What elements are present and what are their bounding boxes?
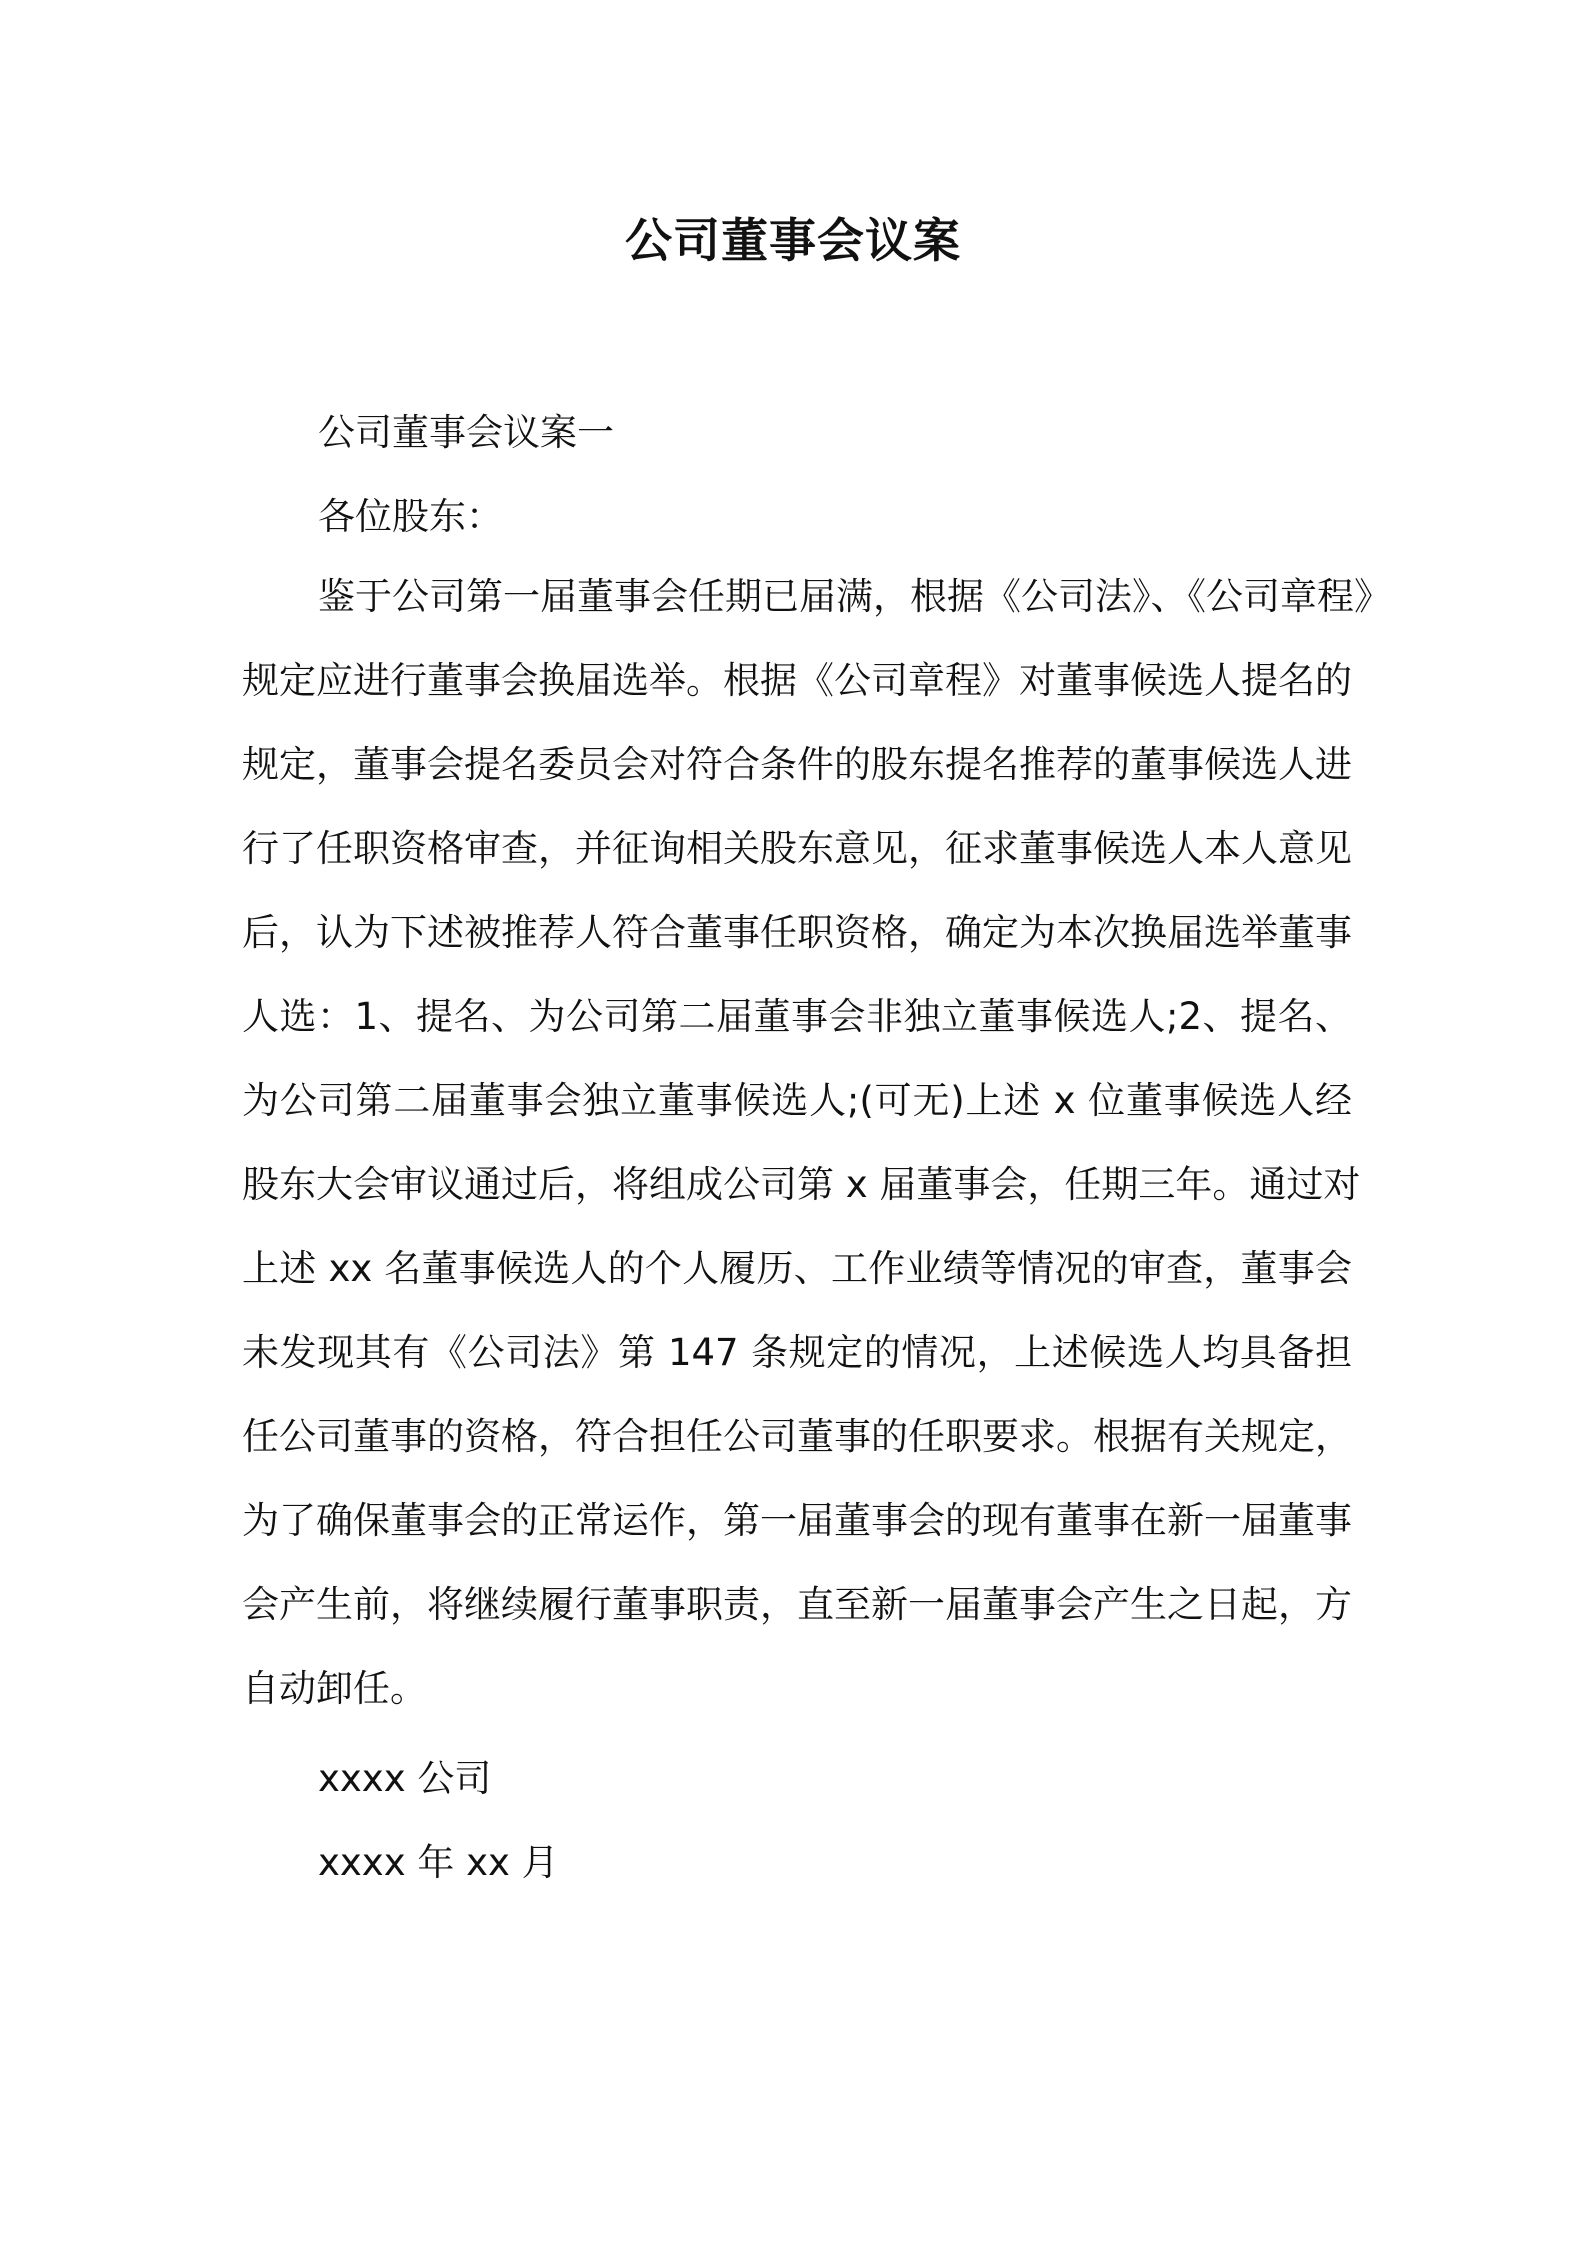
body-line: 上述 xx 名董事候选人的个人履历、工作业绩等情况的审查，董事会 [242,1247,1352,1290]
body-line: 规定，董事会提名委员会对符合条件的股东提名推荐的董事候选人进 [242,743,1352,786]
body-line: 后，认为下述被推荐人符合董事任职资格，确定为本次换届选举董事 [242,911,1352,954]
body-line: 为公司第二届董事会独立董事候选人;(可无)上述 x 位董事候选人经 [242,1079,1352,1122]
signature-company: xxxx 公司 [318,1757,492,1800]
body-line: 任公司董事的资格，符合担任公司董事的任职要求。根据有关规定， [242,1415,1352,1458]
signature-date: xxxx 年 xx 月 [318,1841,559,1884]
salutation: 各位股东： [318,495,503,538]
body-line: 股东大会审议通过后，将组成公司第 x 届董事会，任期三年。通过对 [242,1163,1361,1206]
document-subtitle: 公司董事会议案一 [318,411,614,454]
body-line: 行了任职资格审查，并征询相关股东意见，征求董事候选人本人意见 [242,827,1352,870]
document-title: 公司董事会议案 [625,214,961,269]
body-line: 会产生前，将继续履行董事职责，直至新一届董事会产生之日起，方 [242,1583,1352,1626]
body-line: 人选：1、提名、为公司第二届董事会非独立董事候选人;2、提名、 [242,995,1352,1038]
body-line: 自动卸任。 [242,1667,427,1710]
body-line: 规定应进行董事会换届选举。根据《公司章程》对董事候选人提名的 [242,659,1352,702]
body-line: 未发现其有《公司法》第 147 条规定的情况，上述候选人均具备担 [242,1331,1352,1374]
body-line: 为了确保董事会的正常运作，第一届董事会的现有董事在新一届董事 [242,1499,1352,1542]
body-line: 鉴于公司第一届董事会任期已届满，根据《公司法》、《公司章程》 [318,575,1391,618]
body-paragraph [242,572,1391,1748]
